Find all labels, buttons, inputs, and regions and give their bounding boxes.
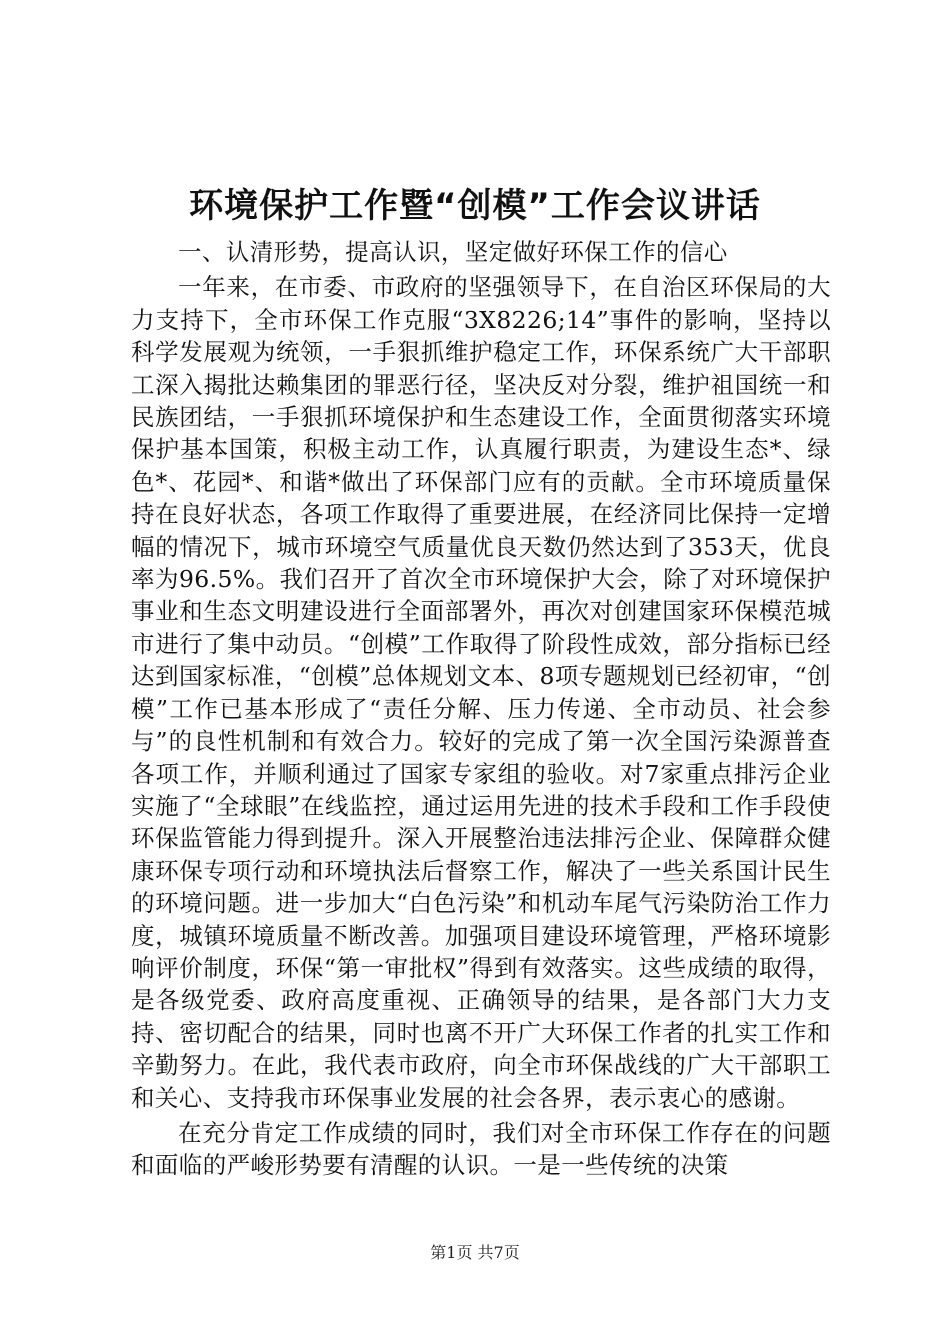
section-heading: 一、认清形势，提高认识，坚定做好环保工作的信心 — [178, 238, 728, 266]
body-paragraph: 一年来，在市委、市政府的坚强领导下，在自治区环保局的大力支持下，全市环保工作克服“3X8226;14”事件的影响，坚持以科学发展观为统领，一手狠抓维护稳定工作，环保系统广大干部职工深入揭批达赖集团的罪恶行径，坚决反对分裂，维护祖国统一和民族团结，一手狠抓环境保护和生态建设工作，全面贯彻落实环境保护基本国策，积极主动工作，认真履行职责，为建设生态*、绿色*、花园*、和谐*做出了环保部门应有的贡献。全市环境质量保持在良好状态，各项工作取得了重要进展，在经济同比保持一定增幅的情况下，城市环境空气质量优良天数仍然达到了353天，优良率为96.5%。我们召开了首次全市环境保护大会，除了对环境保护事业和生态文明建设进行全面部署外，再次对创建国家环保模范城市进行了集中动员。“创模”工作取得了阶段性成效，部分指标已经达到国家标准，“创模”总体规划文本、8项专题规划已经初审，“创模”工作已基本形成了“责任分解、压力传递、全市动员、社会参与”的良性机制和有效合力。较好的完成了第一次全国污染源普查各项工作，并顺利通过了国家专家组的验收。对7家重点排污企业实施了“全球眼”在线监控，通过运用先进的技术手段和工作手段使环保监管能力得到提升。深入开展整治违法排污企业、保障群众健康环保专项行动和环境执法后督察工作，解决了一些关系国计民生的环境问题。进一步加大“白色污染”和机动车尾气污染防治工作力度，城镇环境质量不断改善。加强项目建设环境管理，严格环境影响评价制度，环保“第一审批权”得到有效落实。这些成绩的取得，是各级党委、政府高度重视、正确领导的结果，是各部门大力支持、密切配合的结果，同时也离不开广大环保工作者的扎实工作和辛勤努力。在此，我代表市政府，向全市环保战线的广大干部职工和关心、支持我市环保事业发展的社会各界，表示衷心的感谢。 — [131, 273, 831, 1112]
body-paragraph: 在充分肯定工作成绩的同时，我们对全市环保工作存在的问题和面临的严峻形势要有清醒的认识。一是一些传统的决策 — [131, 1118, 831, 1180]
document-body — [131, 236, 831, 1182]
document-title: 环境保护工作暨“创模”工作会议讲话 — [189, 186, 761, 226]
page-footer: 第1页 共7页 — [430, 1243, 520, 1262]
